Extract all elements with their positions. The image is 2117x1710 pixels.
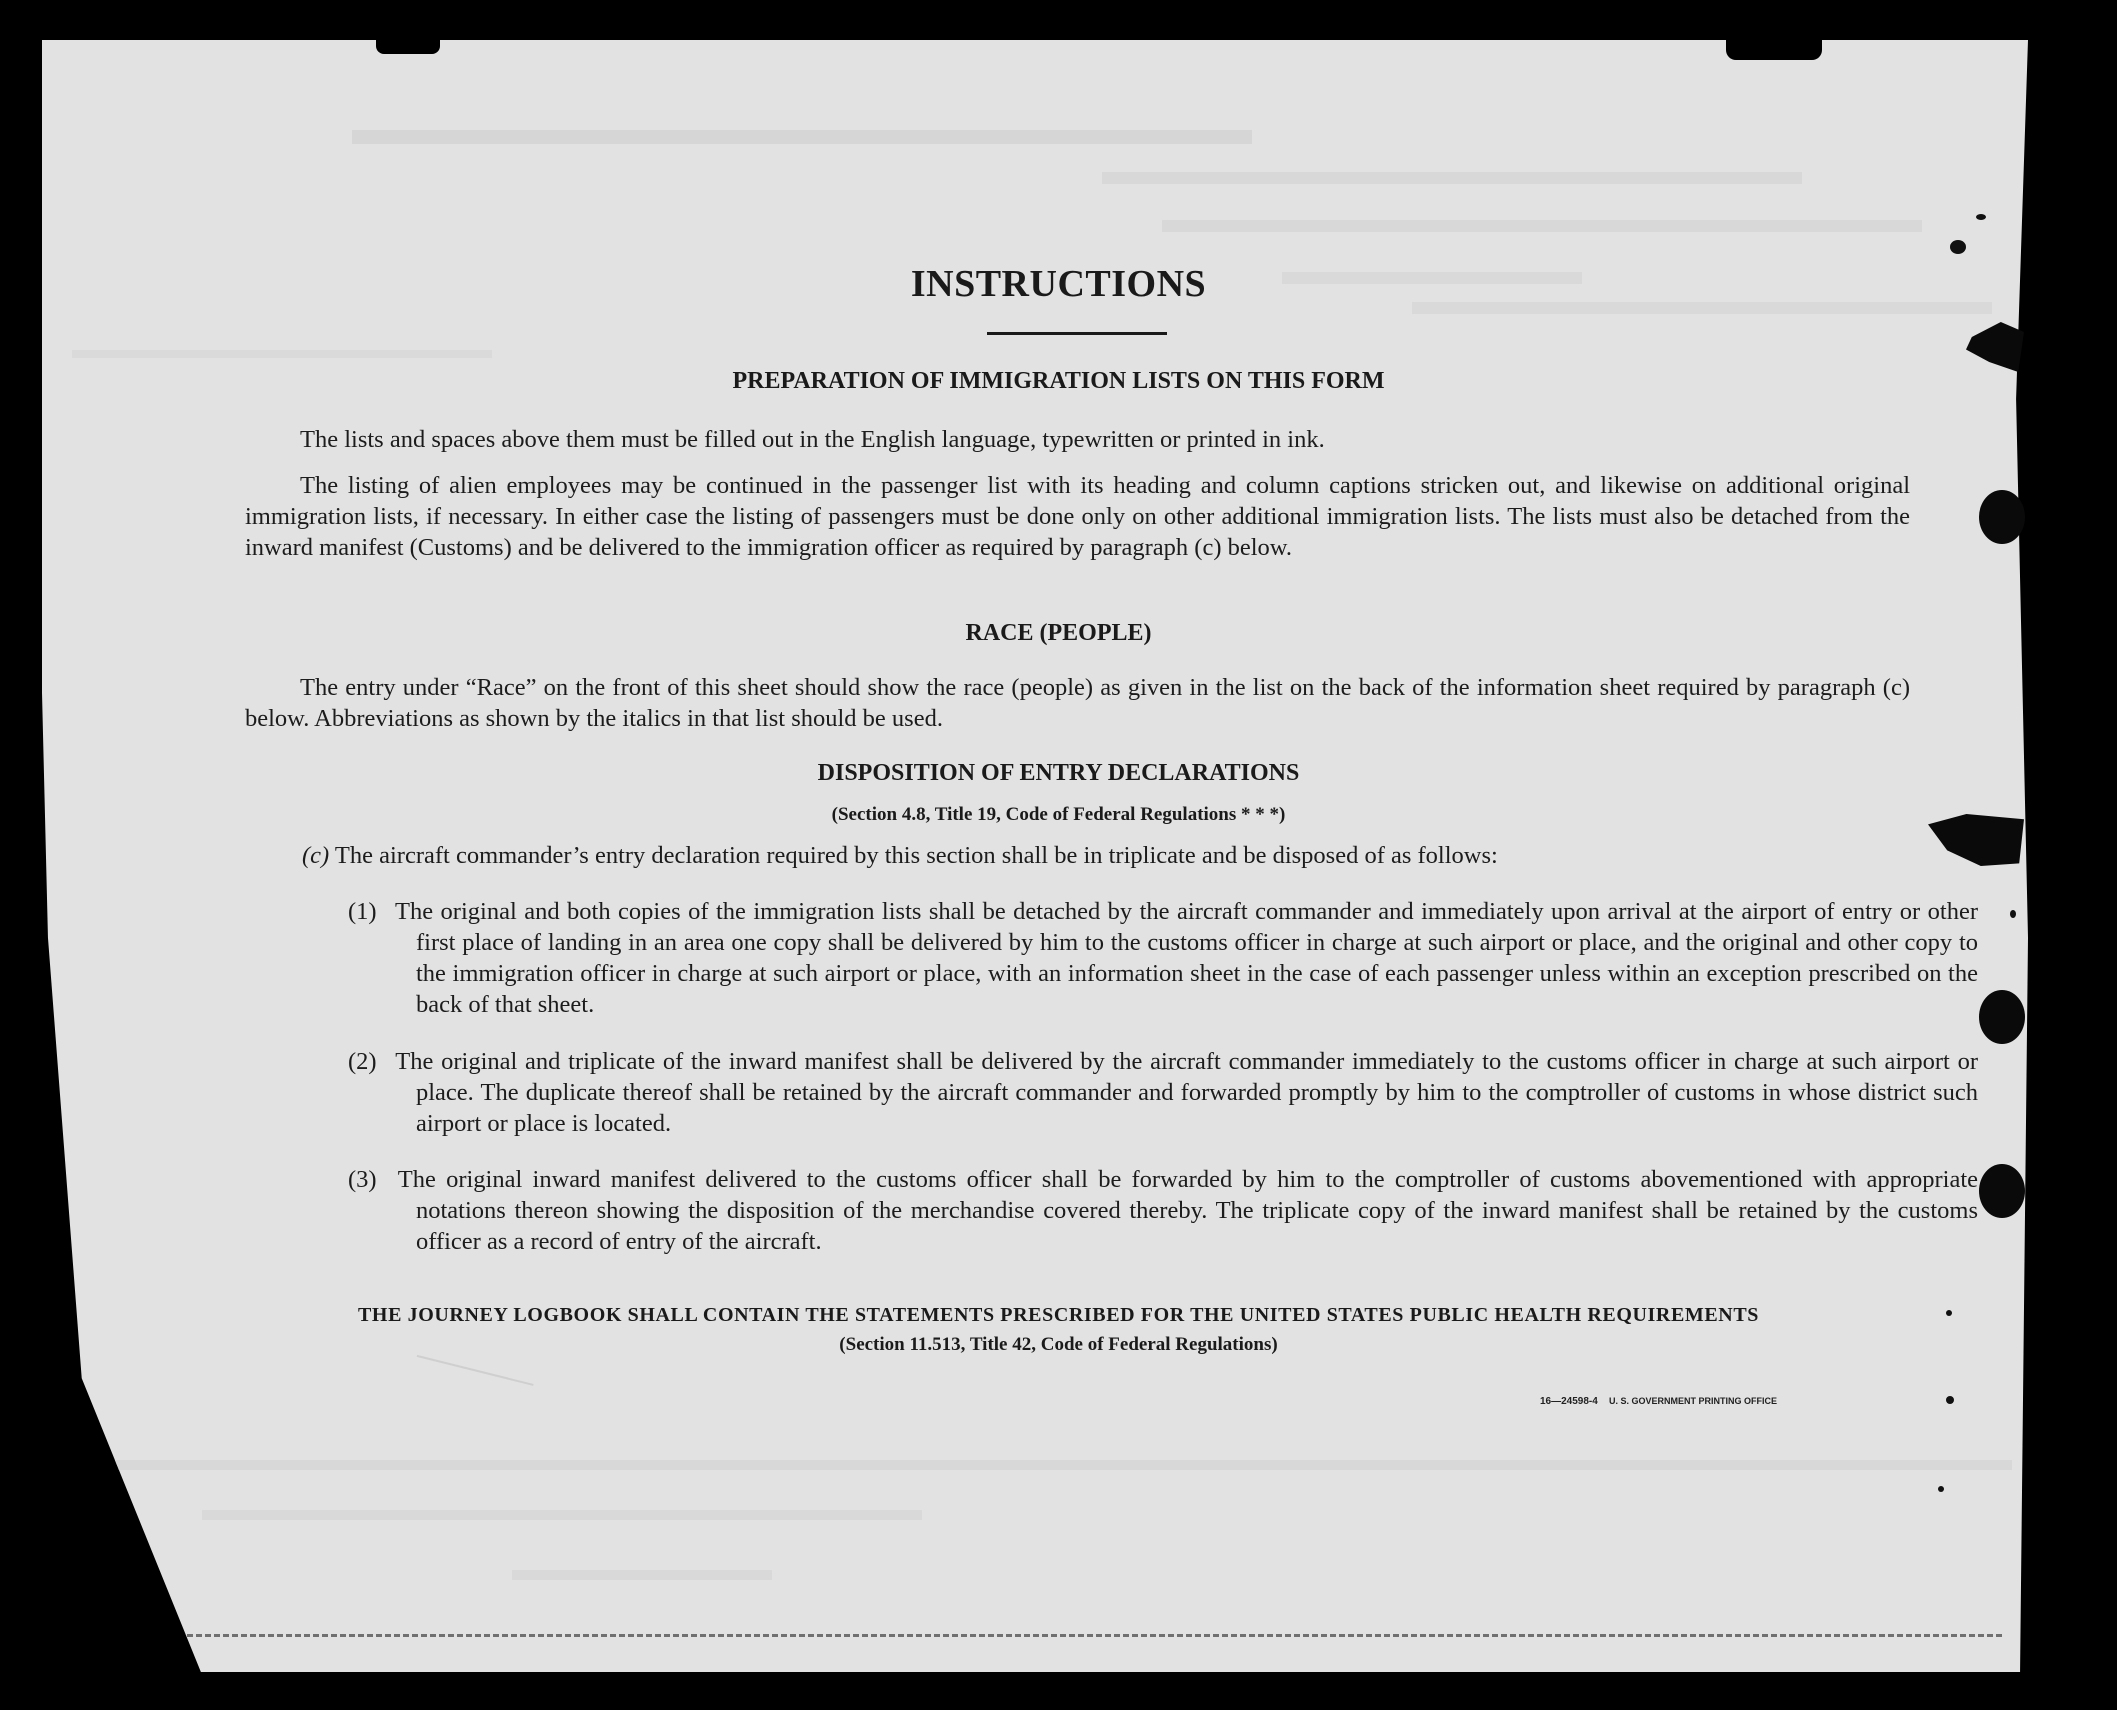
section-heading-race: RACE (PEOPLE) <box>965 620 1152 646</box>
intro-text: The aircraft commander’s entry declaration required by this section shall be in triplicate and be disposed of as follows: <box>334 842 1498 869</box>
bleed-through-line <box>352 130 1252 144</box>
item-number: (1) <box>348 898 377 925</box>
bleed-through-line <box>202 1510 922 1520</box>
section-heading-disposition: DISPOSITION OF ENTRY DECLARATIONS <box>817 760 1300 786</box>
punch-hole <box>1979 990 2025 1044</box>
speck <box>1976 214 1986 220</box>
perforation-line <box>142 1634 2002 1637</box>
speck <box>1950 240 1966 254</box>
punch-hole <box>1979 490 2025 544</box>
section-heading-preparation: PREPARATION OF IMMIGRATION LISTS ON THIS FORM <box>732 368 1385 394</box>
bleed-through-line <box>512 1570 772 1580</box>
speck <box>2010 910 2016 918</box>
disposition-item-2 <box>348 1046 1978 1139</box>
page-title: INSTRUCTIONS <box>910 263 1207 305</box>
bleed-through-line <box>82 1460 2012 1470</box>
printer-name: U. S. GOVERNMENT PRINTING OFFICE <box>1608 1396 1777 1406</box>
printer-imprint <box>1540 1396 1777 1407</box>
preparation-paragraph-2: The listing of alien employees may be continued in the passenger list with its heading and column captions stricken out, and likewise on additional original immigration lists, if necessary. In either case the listing of passengers must be done only on other additional immigration lists. The lists must also be detached from the inward manifest (Customs) and be delivered to the immigration officer as required by paragraph (c) below. <box>245 472 1910 561</box>
disposition-item-1 <box>348 896 1978 1020</box>
top-notch-right <box>1726 38 1822 60</box>
disposition-intro <box>302 840 1922 871</box>
preparation-paragraph-1: The lists and spaces above them must be filled out in the English language, typewritten or printed in ink. <box>300 426 1325 453</box>
top-notch-left <box>376 38 440 54</box>
item-text: The original and triplicate of the inward manifest shall be delivered by the aircraft commander immediately to the customs officer in charge at such airport or place. The duplicate thereof shall be retained by the aircraft commander and forwarded promptly by him to the comptroller of customs in whose district such airport or place is located. <box>395 1048 1978 1137</box>
intro-marker: (c) <box>302 842 330 869</box>
disposition-item-3 <box>348 1164 1978 1257</box>
item-text: The original inward manifest delivered to the customs officer shall be forwarded by him to the comptroller of customs abovementioned with appropriate notations thereon showing the disposition of the merchandise covered thereby. The triplicate copy of the inward manifest shall be retained by the customs officer as a record of entry of the aircraft. <box>397 1166 1979 1255</box>
bleed-through-line <box>72 350 492 358</box>
item-number: (3) <box>348 1166 377 1193</box>
bleed-through-line <box>1162 220 1922 232</box>
health-statement: THE JOURNEY LOGBOOK SHALL CONTAIN THE STATEMENTS PRESCRIBED FOR THE UNITED STATES PUBLIC HEALTH REQUIREMENTS <box>357 1304 1760 1326</box>
disposition-citation: (Section 4.8, Title 19, Code of Federal Regulations * * *) <box>831 804 1286 825</box>
race-paragraph: The entry under “Race” on the front of this sheet should show the race (people) as given in the list on the back of the information sheet required by paragraph (c) below. Abbreviations as shown by the italics in that list should be used. <box>245 674 1910 732</box>
item-number: (2) <box>348 1048 377 1075</box>
punch-hole <box>1979 1164 2025 1218</box>
health-citation: (Section 11.513, Title 42, Code of Federal Regulations) <box>839 1334 1278 1355</box>
title-underline <box>987 332 1167 335</box>
item-text: The original and both copies of the immigration lists shall be detached by the aircraft commander and immediately upon arrival at the airport of entry or other first place of landing in an area one copy shall be delivered by him to the customs officer in charge at such airport or place, and the original and other copy to the immigration officer in charge at such airport or place, with an information sheet in the case of each passenger unless within an exception prescribed on the back of that sheet. <box>395 898 1978 1018</box>
speck <box>1946 1396 1954 1404</box>
bleed-through-line <box>1102 172 1802 184</box>
speck <box>1938 1486 1944 1492</box>
form-number: 16—24598-4 <box>1540 1396 1598 1407</box>
